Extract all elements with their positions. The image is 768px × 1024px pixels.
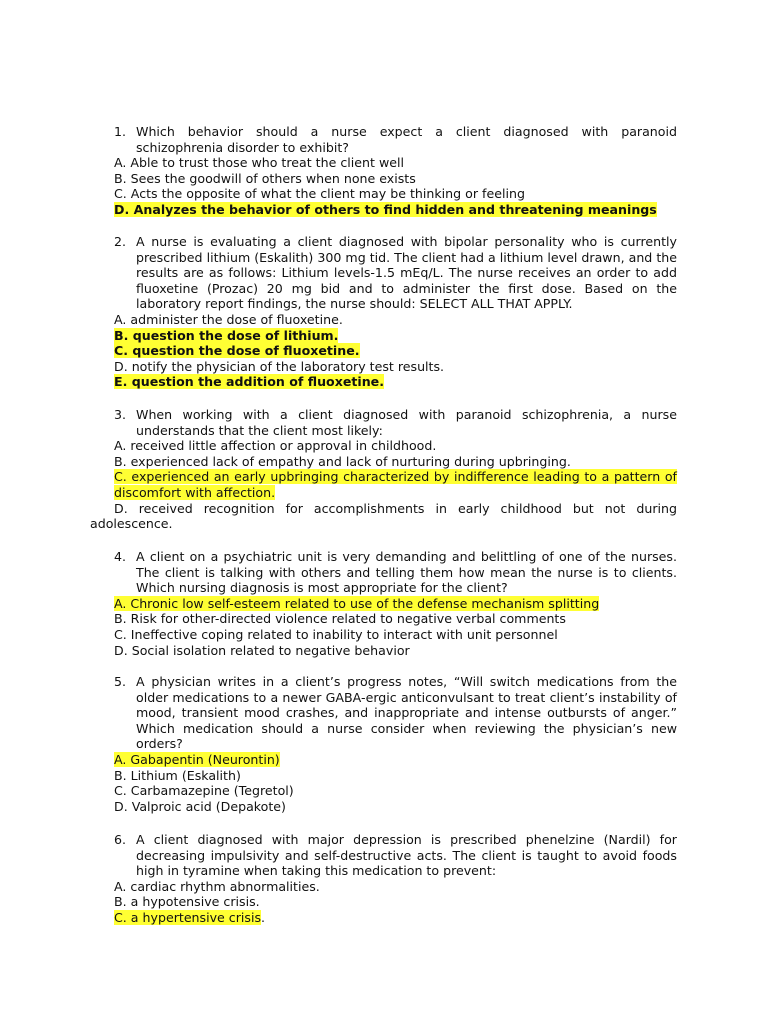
question-stem [114, 674, 677, 752]
option-d: D. received recognition for accomplishments in early childhood but not during adolescence. [90, 500, 677, 532]
question-2 [0, 234, 768, 390]
question-stem [114, 407, 677, 438]
question-number: 3. [114, 407, 127, 422]
question-5 [0, 674, 768, 814]
question-stem [114, 124, 677, 155]
option-b: B. Risk for other-directed violence related to negative verbal comments [114, 611, 566, 627]
question-number: 6. [114, 832, 127, 847]
question-number: 1. [114, 124, 127, 139]
option-c: C. Acts the opposite of what the client may be thinking or feeling [114, 186, 525, 202]
option-d: D. Valproic acid (Depakote) [114, 798, 286, 814]
option-b: B. experienced lack of empathy and lack of nurturing during upbringing. [114, 453, 571, 469]
option-c-answer: C. experienced an early upbringing characterized by indifference leading to a pattern of discomfort with affection. [114, 469, 677, 500]
question-3 [0, 407, 768, 532]
option-a: A. received little affection or approval in childhood. [114, 438, 437, 454]
question-text: When working with a client diagnosed with paranoid schizophrenia, a nurse understands that the client most likely: [136, 407, 677, 438]
option-a: A. administer the dose of fluoxetine. [114, 311, 343, 327]
option-c-answer: C. a hypertensive crisis [114, 909, 262, 925]
option-b: B. Sees the goodwill of others when none exists [114, 170, 416, 186]
question-stem [114, 832, 677, 879]
option-d: D. notify the physician of the laboratory test results. [114, 358, 445, 374]
option-a-answer: A. Chronic low self-esteem related to use of the defense mechanism splitting [114, 595, 600, 611]
option-d-answer: D. Analyzes the behavior of others to find hidden and threatening meanings [114, 201, 657, 217]
option-b-answer: B. question the dose of lithium. [114, 327, 339, 343]
question-text: A nurse is evaluating a client diagnosed with bipolar personality who is currently prescribed lithium (Eskalith) 300 mg tid. The client had a lithium level drawn, and the results are as follows: Lithium levels-1.5 mEq/L. The nurse receives an order to add fluoxetine (Prozac) 20 mg bid and to administer the first dose. Based on the laboratory report findings, the nurse should: SELECT ALL THAT APPLY. [136, 234, 677, 312]
question-text: A client on a psychiatric unit is very demanding and belittling of one of the nurses. The client is talking with others and telling them how mean the nurse is to clients. Which nursing diagnosis is most appropriate for the client? [136, 549, 677, 596]
option-e-answer: E. question the addition of fluoxetine. [114, 374, 384, 390]
question-text: Which behavior should a nurse expect a client diagnosed with paranoid schizophrenia disorder to exhibit? [136, 124, 677, 155]
question-4 [0, 549, 768, 658]
question-text: A client diagnosed with major depression is prescribed phenelzine (Nardil) for decreasing impulsivity and self-destructive acts. The client is taught to avoid foods high in tyramine when taking this medication to prevent: [136, 832, 677, 879]
option-a: A. cardiac rhythm abnormalities. [114, 878, 320, 894]
option-d: D. Social isolation related to negative behavior [114, 642, 410, 658]
option-a-answer: A. Gabapentin (Neurontin) [114, 751, 280, 767]
option-c: C. Carbamazepine (Tegretol) [114, 783, 294, 799]
question-number: 2. [114, 234, 127, 249]
option-c-answer: C. question the dose of fluoxetine. [114, 343, 360, 359]
question-text: A physician writes in a client’s progress notes, “Will switch medications from the older medications to a newer GABA-ergic anticonvulsant to treat client’s instability of mood, transient mood crashes, and inappropriate and intense outbursts of anger.” Which medication should a nurse consider when reviewing the physician’s new orders? [136, 674, 677, 752]
option-b: B. a hypotensive crisis. [114, 894, 260, 910]
question-stem [114, 549, 677, 596]
option-c: C. Ineffective coping related to inability to interact with unit personnel [114, 626, 558, 642]
option-a: A. Able to trust those who treat the client well [114, 155, 404, 171]
question-number: 5. [114, 674, 127, 689]
question-number: 4. [114, 549, 127, 564]
option-c-period: . [261, 909, 266, 925]
question-stem [114, 234, 677, 312]
option-b: B. Lithium (Eskalith) [114, 767, 241, 783]
question-1 [0, 124, 768, 218]
question-6 [0, 832, 768, 926]
